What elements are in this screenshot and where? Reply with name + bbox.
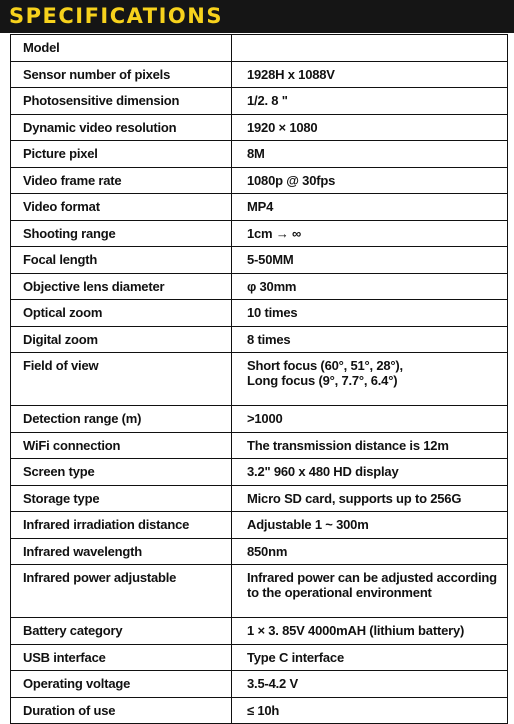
spec-value: 1928H x 1088V <box>232 61 508 88</box>
page-title: SPECIFICATIONS <box>9 4 223 28</box>
spec-label: Optical zoom <box>11 300 232 327</box>
table-row <box>11 300 508 327</box>
spec-value <box>232 565 508 618</box>
spec-value: ≤ 10h <box>232 697 508 724</box>
table-row <box>11 697 508 724</box>
spec-value: 1 × 3. 85V 4000mAH (lithium battery) <box>232 618 508 645</box>
spec-value: 850nm <box>232 538 508 565</box>
spec-label: Video format <box>11 194 232 221</box>
spec-label: Operating voltage <box>11 671 232 698</box>
spec-value: 1cm → ∞ <box>232 220 508 247</box>
spec-label: Dynamic video resolution <box>11 114 232 141</box>
table-row <box>11 644 508 671</box>
spec-value: φ 30mm <box>232 273 508 300</box>
spec-label: WiFi connection <box>11 432 232 459</box>
spec-value: 5-50MM <box>232 247 508 274</box>
table-row <box>11 565 508 618</box>
table-row <box>11 35 508 62</box>
spec-value: 10 times <box>232 300 508 327</box>
table-row <box>11 671 508 698</box>
table-row <box>11 353 508 406</box>
table-row <box>11 485 508 512</box>
table-row <box>11 194 508 221</box>
table-row <box>11 88 508 115</box>
spec-label: Sensor number of pixels <box>11 61 232 88</box>
table-row <box>11 220 508 247</box>
spec-value-line: to the operational environment <box>247 585 432 600</box>
spec-label: Storage type <box>11 485 232 512</box>
spec-value <box>232 35 508 62</box>
table-row <box>11 326 508 353</box>
spec-label: USB interface <box>11 644 232 671</box>
table-row <box>11 114 508 141</box>
spec-label: Infrared power adjustable <box>11 565 232 618</box>
spec-label: Battery category <box>11 618 232 645</box>
spec-label: Detection range (m) <box>11 406 232 433</box>
spec-label: Objective lens diameter <box>11 273 232 300</box>
spec-value-line: Short focus (60°, 51°, 28°), <box>247 358 403 373</box>
table-row <box>11 618 508 645</box>
spec-label: Field of view <box>11 353 232 406</box>
spec-label: Focal length <box>11 247 232 274</box>
table-row <box>11 61 508 88</box>
spec-value-line: Long focus (9°, 7.7°, 6.4°) <box>247 373 398 388</box>
spec-value: Micro SD card, supports up to 256G <box>232 485 508 512</box>
spec-value: The transmission distance is 12m <box>232 432 508 459</box>
spec-label: Model <box>11 35 232 62</box>
spec-value: >1000 <box>232 406 508 433</box>
table-row <box>11 247 508 274</box>
page-header <box>0 0 514 33</box>
spec-label: Screen type <box>11 459 232 486</box>
spec-label: Duration of use <box>11 697 232 724</box>
spec-label: Photosensitive dimension <box>11 88 232 115</box>
spec-value: Type C interface <box>232 644 508 671</box>
table-row <box>11 167 508 194</box>
spec-value: 8 times <box>232 326 508 353</box>
spec-label: Video frame rate <box>11 167 232 194</box>
spec-value: 1080p @ 30fps <box>232 167 508 194</box>
spec-value <box>232 353 508 406</box>
spec-label: Picture pixel <box>11 141 232 168</box>
table-row <box>11 141 508 168</box>
table-row <box>11 273 508 300</box>
spec-label: Infrared wavelength <box>11 538 232 565</box>
table-row <box>11 459 508 486</box>
spec-value: MP4 <box>232 194 508 221</box>
spec-value: 1920 × 1080 <box>232 114 508 141</box>
spec-value-line: Infrared power can be adjusted according <box>247 570 497 585</box>
table-row <box>11 538 508 565</box>
specifications-table <box>10 34 508 724</box>
table-row <box>11 512 508 539</box>
spec-label: Infrared irradiation distance <box>11 512 232 539</box>
spec-value: 8M <box>232 141 508 168</box>
spec-label: Digital zoom <box>11 326 232 353</box>
table-row <box>11 432 508 459</box>
table-row <box>11 406 508 433</box>
spec-label: Shooting range <box>11 220 232 247</box>
spec-value: Adjustable 1 ~ 300m <box>232 512 508 539</box>
spec-value: 1/2. 8 " <box>232 88 508 115</box>
spec-value: 3.5-4.2 V <box>232 671 508 698</box>
spec-value: 3.2" 960 x 480 HD display <box>232 459 508 486</box>
